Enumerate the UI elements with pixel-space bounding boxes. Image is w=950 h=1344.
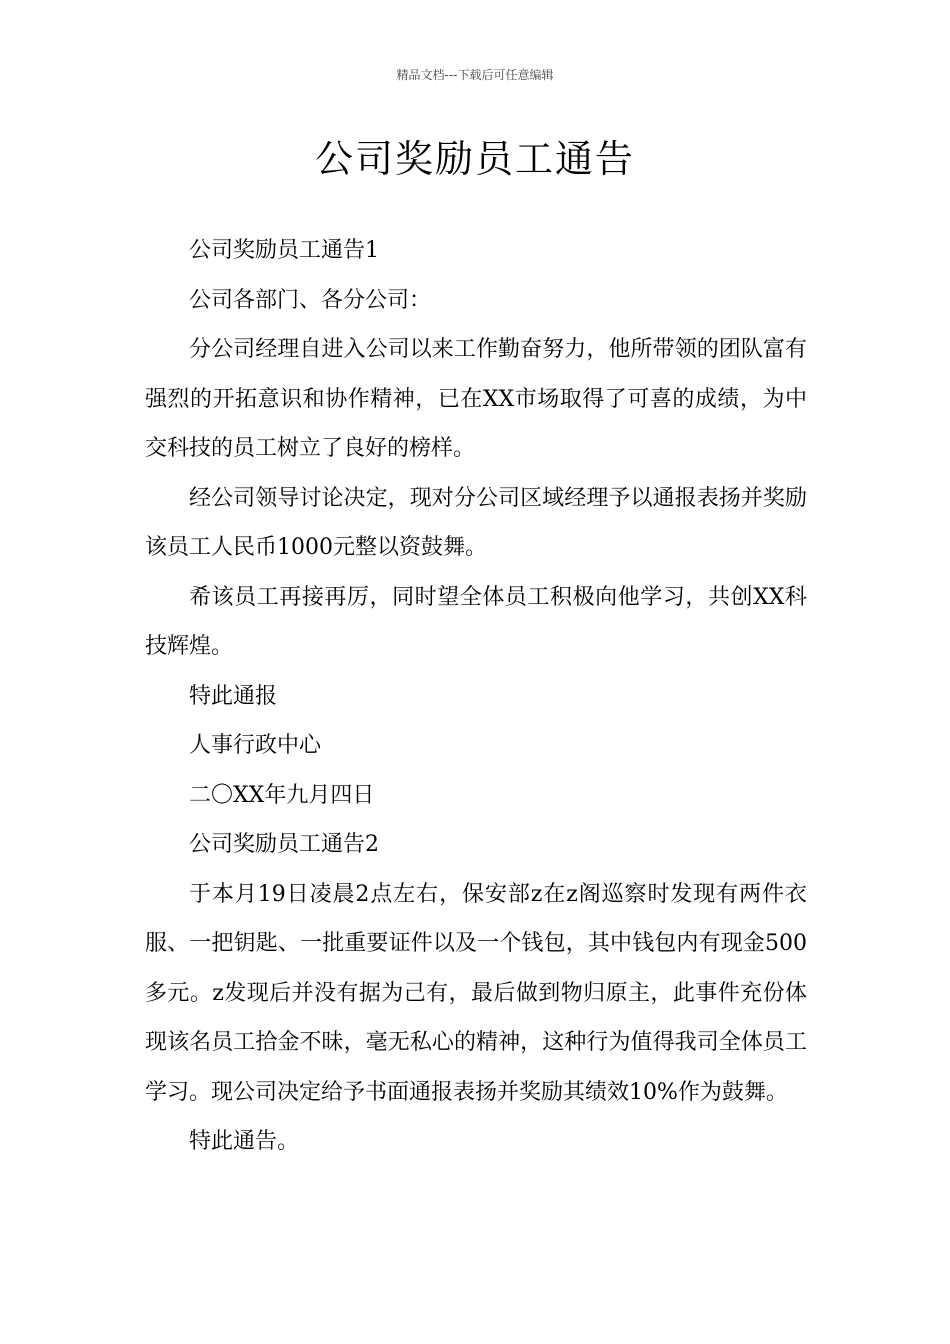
page-header: 精品文档---下载后可任意编辑 bbox=[396, 68, 554, 82]
issuer-name: 人事行政中心 bbox=[189, 733, 322, 758]
body-paragraph: 分公司经理自进入公司以来工作勤奋努力，他所带领的团队富有强烈的开拓意识和协作精神，已在XX市场取得了可喜的成绩，为中交科技的员工树立了良好的榜样。 bbox=[145, 337, 807, 461]
issue-date: 二〇XX年九月四日 bbox=[189, 782, 375, 808]
document-title: 公司奖励员工通告 bbox=[314, 137, 635, 181]
section-heading-1: 公司奖励员工通告1 bbox=[189, 238, 379, 263]
closing-line: 特此通报 bbox=[189, 683, 278, 709]
document-body bbox=[145, 226, 807, 1167]
body-paragraph: 于本月19日凌晨2点左右，保安部z在z阁巡察时发现有两件衣服、一把钥匙、一批重要证件以及一个钱包，其中钱包内有现金500多元。z发现后并没有据为己有，最后做到物归原主，此事件充份体现该名员工拾金不昧，毫无私心的精神，这种行为值得我司全体员工学习。现公司决定给予书面通报表扬并奖励其绩效10%作为鼓舞。 bbox=[145, 881, 807, 1105]
closing-line: 特此通告。 bbox=[189, 1129, 300, 1154]
salutation: 公司各部门、各分公司： bbox=[189, 287, 432, 313]
body-paragraph: 经公司领导讨论决定，现对分公司区域经理予以通报表扬并奖励该员工人民币1000元整以资鼓舞。 bbox=[145, 485, 807, 560]
section-heading-2: 公司奖励员工通告2 bbox=[189, 832, 379, 857]
body-paragraph: 希该员工再接再厉，同时望全体员工积极向他学习，共创XX科技辉煌。 bbox=[145, 584, 807, 659]
